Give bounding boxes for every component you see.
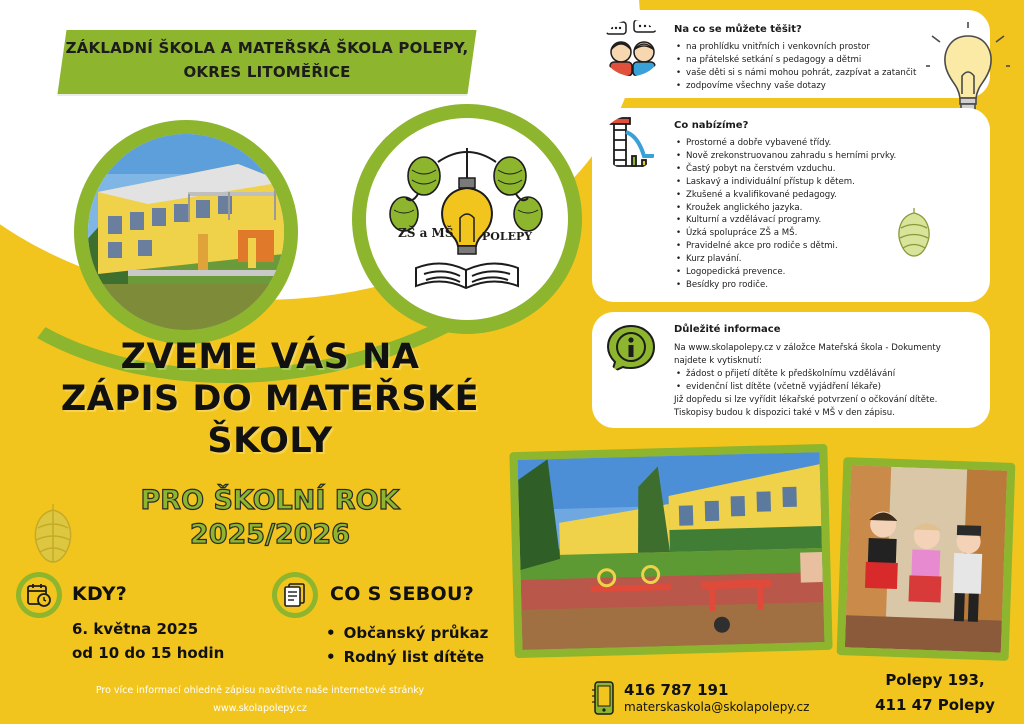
important-sub1: • žádost o přijetí dítěte k předškolnímu vzdělávání [674,368,941,381]
main-headline [20,336,520,462]
footer-note-line1: Pro více informací ohledně zápisu navštivte naše internetové stránky [95,685,425,696]
playground-slide-icon [602,116,658,170]
important-line3: Již dopředu si lze vyřídit lékařské potvrzení o očkování dítěte. [674,394,938,405]
children-photo [837,457,1016,661]
info-icon [604,322,658,374]
footer-website[interactable]: www.skolapolepy.cz [213,703,307,714]
playground-photo [509,444,832,658]
children-chat-icon [602,20,662,76]
list-item: • Kulturní a vzdělávací programy. [676,214,896,227]
list-item: • Prostorné a dobře vybavené třídy. [676,137,896,150]
list-item: • Častý pobyt na čerstvém vzduchu. [676,163,896,176]
school-year [110,484,430,552]
headline-line1: ZVEME VÁS NA [120,337,420,377]
card-look-forward-list [676,41,916,93]
list-item: • na prohlídku vnitřních i venkovních prostor [676,41,916,54]
important-line4: Tiskopisy budou k dispozici také v MŠ v den zápisu. [674,407,895,418]
when-time: od 10 do 15 hodin [72,644,225,662]
card-important-title: Důležité informace [674,324,781,335]
important-line1: Na www.skolapolepy.cz v záložce Mateřská škola - Dokumenty [674,343,941,353]
card-offer-list [676,137,896,292]
school-year-line1: PRO ŠKOLNÍ ROK [140,485,400,516]
hop-cone-icon [26,500,80,566]
school-building-photo [88,134,284,330]
calendar-clock-icon [16,572,62,618]
card-offer-title: Co nabízíme? [674,120,749,131]
list-item: • Zkušené a kvalifikované pedagogy. [676,189,896,202]
school-name-line2: OKRES LITOMĚŘICE [183,63,351,81]
list-item: • Laskavý a individuální přístup k dětem. [676,176,896,189]
list-item: • Besídky pro rodiče. [676,279,896,292]
documents-icon [272,572,318,618]
headline-line3: ŠKOLY [207,421,333,461]
list-item: • Pravidelné akce pro rodiče s dětmi. [676,240,896,253]
contact-email[interactable]: materskaskola@skolapolepy.cz [624,700,810,714]
list-item: • zodpovíme všechny vaše dotazy [676,80,916,93]
address-line2: 411 47 Polepy [875,696,995,714]
bring-title: CO S SEBOU? [330,583,475,605]
logo-label-zs-ms: ZŠ a MŠ [398,226,454,240]
school-name-line1: ZÁKLADNÍ ŠKOLA A MATEŘSKÁ ŠKOLA POLEPY, [65,39,469,57]
card-important-text [674,342,941,419]
school-name [62,36,472,84]
list-item: • vaše děti si s námi mohou pohrát, zazpívat a zatančit [676,67,916,80]
address-line1: Polepy 193, [885,671,985,689]
hop-cone-icon [892,204,936,260]
list-item: • Úzká spolupráce ZŠ a MŠ. [676,227,896,240]
footer-note [40,682,480,718]
when-title: KDY? [72,583,128,605]
headline-line2: ZÁPIS DO MATEŘSKÉ [60,379,480,419]
school-logo [366,118,568,320]
card-look-forward-title: Na co se můžete těšit? [674,24,802,35]
list-item: • Kurz plavání. [676,253,896,266]
list-item: • Logopedická prevence. [676,266,896,279]
list-item: • Nově zrekonstruovanou zahradu s herními prvky. [676,150,896,163]
important-sub2: • evidenční list dítěte (včetně vyjádření lékaře) [674,381,941,394]
important-line2: najdete k vytisknutí: [674,355,762,366]
hop-lightbulb-book-logo [366,118,568,320]
when-date: 6. května 2025 [72,620,199,638]
bring-item: • Rodný list dítěte [326,648,484,666]
contact-phone-icon [592,680,616,716]
logo-label-polepy: POLEPY [482,230,533,243]
school-address [860,668,1010,718]
bring-item: • Občanský průkaz [326,624,488,642]
school-year-line2: 2025/2026 [189,519,351,550]
contact-phone[interactable]: 416 787 191 [624,681,729,699]
list-item: • na přátelské setkání s pedagogy a dětmi [676,54,916,67]
list-item: • Kroužek anglického jazyka. [676,202,896,215]
